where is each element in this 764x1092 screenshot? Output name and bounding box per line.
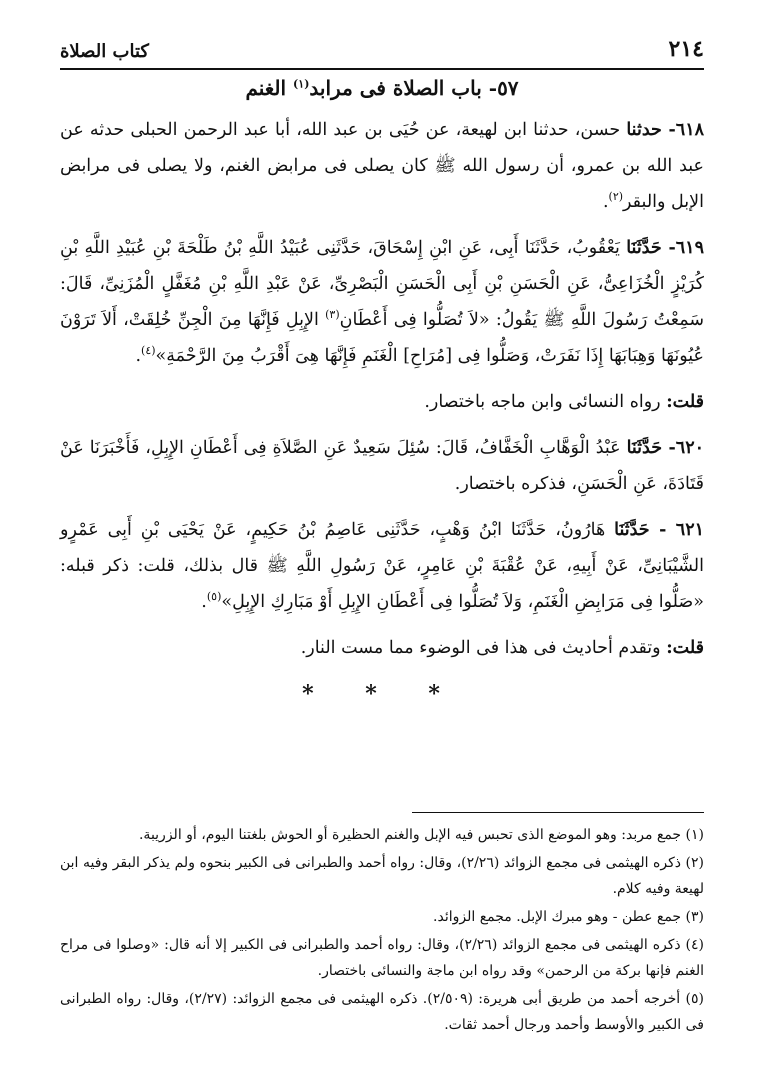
- footnote-3: (٣) جمع عطن - وهو مبرك الإبل. مجمع الزوائد.: [433, 909, 704, 925]
- hadith-text: هَارُونُ، حَدَّثَنَا ابْنُ وَهْبٍ، حَدَّثَنِى عَاصِمُ بْنُ حَكِيمٍ، عَنْ يَحْيَى بْنِ أَبِى عَمْرٍو الشَّيْبَانِىِّ، عَنْ أَبِيهِ، عَنْ عُقْبَةَ بْنِ عَامِرٍ، عَنْ رَسُولِ اللَّهِ ﷺ قال بذلك، قلت: ذكر قبله: «صَلُّوا فِى مَرَابِضِ الْغَنَمِ، وَلاَ تُصَلُّوا فِى أَعْطَانِ الإِبِلِ أَوْ مَبَارِكِ الإِبِلِ»: [60, 520, 704, 612]
- footnote-2: (٢) ذكره الهيثمى فى مجمع الزوائد (٢/٢٦)، وقال: رواه أحمد والطبرانى فى الكبير بنحوه ولم يذكر البقر وفيه ابن لهيعة وفيه كلام.: [60, 855, 705, 897]
- qult-label: قلت:: [666, 638, 704, 658]
- footnote-ref: (١): [293, 77, 310, 91]
- chapter-title-end: الغنم: [245, 76, 294, 100]
- hadith-lead: حَدَّثَنَا: [626, 438, 669, 458]
- hadith-end: .: [135, 346, 142, 366]
- hadith-number: ٦١٨-: [668, 120, 704, 140]
- chapter-title-text: ٥٧- باب الصلاة فى مرابد: [309, 76, 519, 100]
- body-text: [60, 112, 704, 712]
- hadith-621: [60, 512, 704, 620]
- qult-text: رواه النسائى وابن ماجه باختصار.: [424, 392, 667, 412]
- qult-label: قلت:: [666, 392, 704, 412]
- hadith-text: عَبْدُ الْوَهَّابِ الْخَفَّافُ، قَالَ: سُئِلَ سَعِيدٌ عَنِ الصَّلاَةِ فِى أَعْطَانِ الإِبِلِ، فَأَخْبَرَنَا عَنْ قَتَادَةَ، عَنِ الْحَسَنِ، فذكره باختصار.: [60, 438, 704, 494]
- hadith-text-continued: الإِبِلِ فَإِنَّهَا مِنَ الْجِنِّ خُلِقَتْ، أَلاَ تَرَوْنَ عُيُونَهَا وَهِبَابَهَا إِذَا نَفَرَتْ، وَصَلُّوا فِى [مُرَاحِ] الْغَنَمِ فَإِنَّهَا هِىَ أَقْرَبُ مِنَ الرَّحْمَةِ»: [60, 310, 704, 366]
- footnote-ref: (٣): [325, 308, 340, 322]
- footnote-ref: (٥): [206, 590, 222, 604]
- running-head: [60, 34, 704, 62]
- footnote-5: (٥) أخرجه أحمد من طريق أبى هريرة: (٢/٥٠٩). ذكره الهيثمى فى مجمع الزوائد: (٢/٢٧)، وقال: رواه الطبرانى فى الكبير والأوسط وأحمد ورجال أحمد ثقات.: [60, 991, 704, 1033]
- hadith-618: [60, 112, 704, 220]
- footnote-divider: [412, 812, 704, 813]
- hadith-620: [60, 430, 704, 502]
- chapter-title: [60, 76, 704, 100]
- hadith-number: ٦٢١ -: [659, 520, 704, 540]
- footnote-ref: (٤): [141, 344, 156, 358]
- hadith-end: .: [201, 592, 207, 612]
- hadith-number: ٦١٩-: [668, 238, 704, 258]
- qult-note-1: [60, 384, 704, 420]
- hadith-text: حسن، حدثنا ابن لهيعة، عن حُيَى بن عبد الله، أبا عبد الرحمن الحبلى حدثه عن عبد الله بن عمرو، أن رسول الله ﷺ كان يصلى فى مرابض الغنم، ولا يصلى فى مرابض الإبل والبقر: [60, 120, 704, 212]
- qult-note-2: [60, 630, 704, 666]
- hadith-lead: حَدَّثَنَا: [614, 520, 660, 540]
- hadith-lead: حدثنا: [626, 120, 669, 140]
- hadith-text: يَعْقُوبُ، حَدَّثَنَا أَبِى، عَنِ ابْنِ إِسْحَاقَ، حَدَّثَنِى عُبَيْدُ اللَّهِ بْنُ طَلْحَةَ بْنِ عُبَيْدِ اللَّهِ بْنِ كُرَيْزٍ الْخُزَاعِىُّ، عَنِ الْحَسَنِ بْنِ أَبِى الْحَسَنِ الْبَصْرِىِّ، عَنْ عَبْدِ اللَّهِ بْنِ مُغَفَّلٍ الْمُزَنِىِّ، قَالَ: سَمِعْتُ رَسُولَ اللَّهِ ﷺ يَقُولُ: «لاَ تُصَلُّوا فِى أَعْطَانِ: [60, 238, 704, 330]
- footnote-1: (١) جمع مربد: وهو الموضع الذى تحبس فيه الإبل والغنم الحظيرة أو الحوش بلغتنا اليوم، أو الزريبة.: [138, 827, 704, 843]
- header-divider: [60, 68, 704, 70]
- section-separator: * * *: [302, 681, 462, 707]
- page-number: ٢١٤: [668, 36, 704, 62]
- hadith-end: .: [602, 192, 609, 212]
- footnote-4: (٤) ذكره الهيثمى فى مجمع الزوائد (٢/٢٦)، وقال: رواه أحمد والطبرانى فى الكبير إلا أنه قال: «وصلوا فى مراح الغنم فإنها بركة من الرحمن» وقد رواه ابن ماجة والنسائى باختصار.: [60, 937, 704, 979]
- book-title: كتاب الصلاة: [60, 41, 149, 62]
- footnote-ref: (٢): [608, 190, 624, 204]
- hadith-number: ٦٢٠-: [668, 438, 704, 458]
- footnotes: [60, 822, 704, 1040]
- hadith-619: [60, 230, 704, 374]
- qult-text: وتقدم أحاديث فى هذا فى الوضوء مما مست النار.: [300, 638, 667, 658]
- hadith-lead: حَدَّثَنَا: [626, 238, 669, 258]
